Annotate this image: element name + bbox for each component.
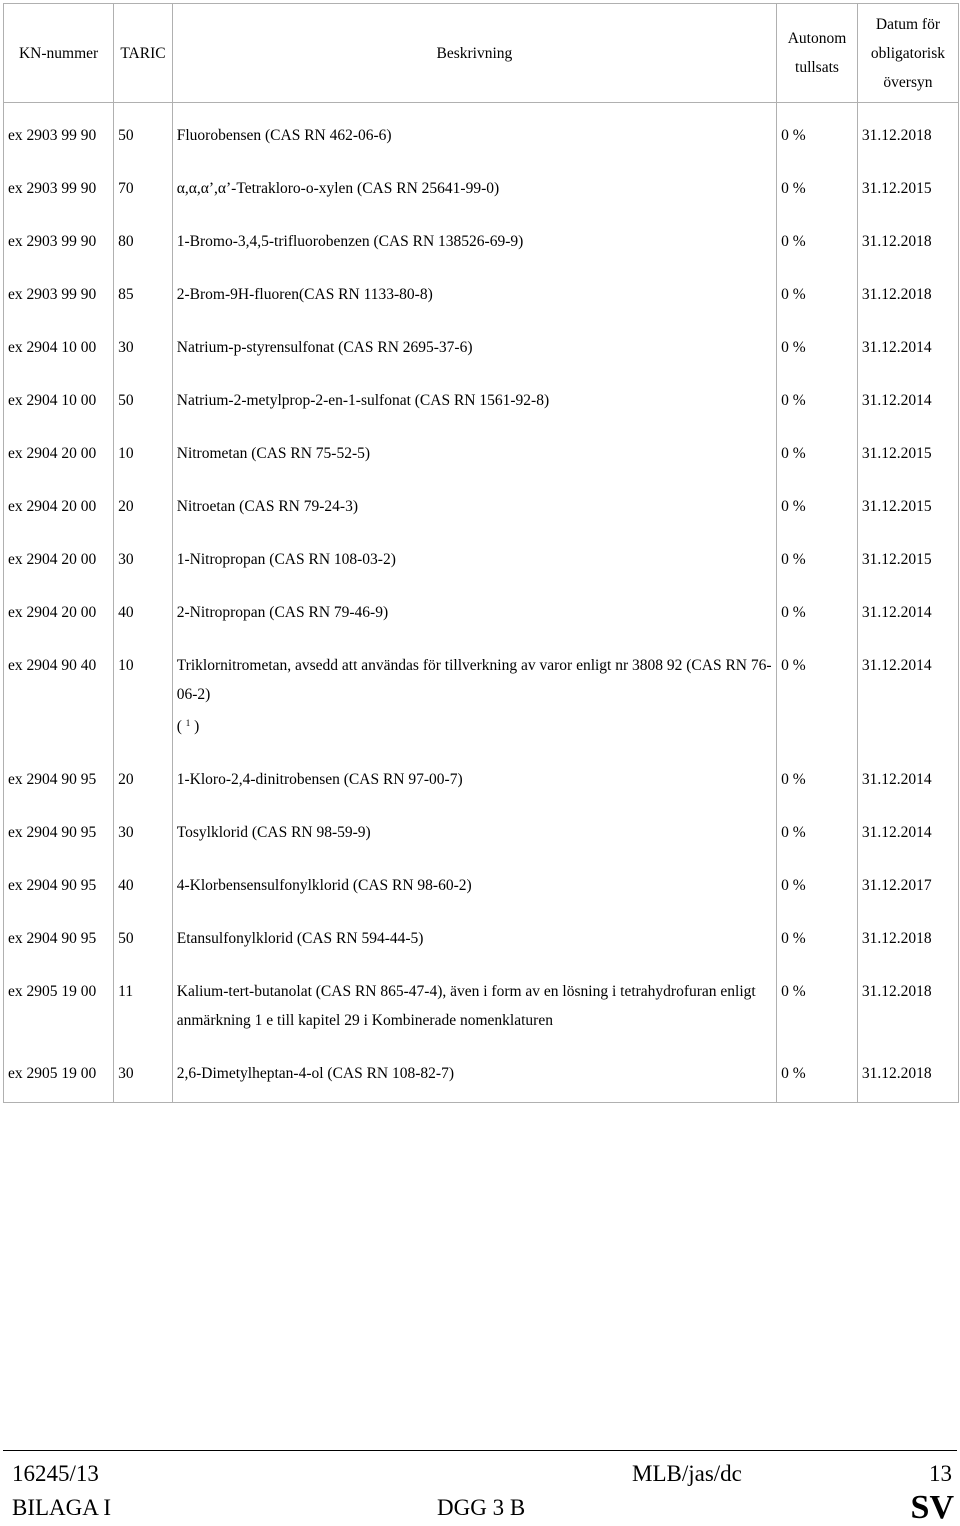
cell-taric: 10 bbox=[114, 421, 173, 474]
cell-datum: 31.12.2014 bbox=[857, 368, 958, 421]
table-row bbox=[4, 421, 959, 474]
cell-tullsats: 0 % bbox=[777, 580, 858, 633]
cell-datum: 31.12.2018 bbox=[857, 959, 958, 1041]
tariff-table bbox=[3, 3, 959, 1103]
table-row bbox=[4, 747, 959, 800]
table-row bbox=[4, 527, 959, 580]
table-row bbox=[4, 474, 959, 527]
cell-tullsats: 0 % bbox=[777, 315, 858, 368]
table-row bbox=[4, 906, 959, 959]
header-datum-line2: obligatorisk bbox=[870, 44, 945, 62]
cell-beskrivning: 1-Nitropropan (CAS RN 108-03-2) bbox=[172, 527, 776, 580]
cell-tullsats: 0 % bbox=[777, 103, 858, 157]
cell-taric: 11 bbox=[114, 959, 173, 1041]
cell-kn-nummer: ex 2903 99 90 bbox=[4, 103, 114, 157]
table-row bbox=[4, 156, 959, 209]
cell-tullsats: 0 % bbox=[777, 959, 858, 1041]
table-row bbox=[4, 315, 959, 368]
header-datum-line3: översyn bbox=[883, 73, 933, 91]
cell-datum: 31.12.2014 bbox=[857, 747, 958, 800]
table-row bbox=[4, 800, 959, 853]
annex-label: BILAGA I bbox=[12, 1495, 112, 1520]
footnote-reference bbox=[177, 718, 200, 735]
author-initials: MLB/jas/dc bbox=[632, 1461, 742, 1486]
cell-taric: 30 bbox=[114, 1041, 173, 1103]
cell-datum: 31.12.2017 bbox=[857, 853, 958, 906]
header-autonom-tullsats-line1: Autonom bbox=[787, 30, 847, 47]
cell-beskrivning: Etansulfonylklorid (CAS RN 594-44-5) bbox=[172, 906, 776, 959]
cell-taric: 80 bbox=[114, 209, 173, 262]
cell-kn-nummer: ex 2904 10 00 bbox=[4, 368, 114, 421]
cell-datum: 31.12.2014 bbox=[857, 315, 958, 368]
cell-kn-nummer: ex 2904 90 95 bbox=[4, 800, 114, 853]
header-beskrivning: Beskrivning bbox=[172, 4, 776, 103]
cell-kn-nummer: ex 2904 90 95 bbox=[4, 747, 114, 800]
cell-tullsats: 0 % bbox=[777, 156, 858, 209]
cell-beskrivning: 2,6-Dimetylheptan-4-ol (CAS RN 108-82-7) bbox=[172, 1041, 776, 1103]
cell-beskrivning: Fluorobensen (CAS RN 462-06-6) bbox=[172, 103, 776, 157]
cell-datum: 31.12.2018 bbox=[857, 906, 958, 959]
cell-kn-nummer: ex 2904 20 00 bbox=[4, 421, 114, 474]
cell-datum: 31.12.2018 bbox=[857, 262, 958, 315]
cell-taric: 50 bbox=[114, 103, 173, 157]
table-row bbox=[4, 368, 959, 421]
cell-datum: 31.12.2014 bbox=[857, 633, 958, 747]
header-kn-nummer: KN-nummer bbox=[4, 4, 114, 103]
cell-taric: 20 bbox=[114, 747, 173, 800]
cell-kn-nummer: ex 2904 90 40 bbox=[4, 633, 114, 747]
cell-beskrivning: α,α,α’,α’-Tetrakloro-o-xylen (CAS RN 25641-99-0) bbox=[172, 156, 776, 209]
cell-kn-nummer: ex 2904 20 00 bbox=[4, 474, 114, 527]
cell-kn-nummer: ex 2903 99 90 bbox=[4, 262, 114, 315]
cell-datum: 31.12.2015 bbox=[857, 156, 958, 209]
cell-datum: 31.12.2014 bbox=[857, 580, 958, 633]
directorate-code: DGG 3 B bbox=[437, 1495, 526, 1520]
header-autonom-tullsats bbox=[777, 4, 858, 103]
header-datum-line1: Datum för bbox=[875, 15, 941, 33]
cell-tullsats: 0 % bbox=[777, 633, 858, 747]
cell-beskrivning: Natrium-2-metylprop-2-en-1-sulfonat (CAS RN 1561-92-8) bbox=[172, 368, 776, 421]
cell-kn-nummer: ex 2903 99 90 bbox=[4, 209, 114, 262]
cell-kn-nummer: ex 2904 20 00 bbox=[4, 580, 114, 633]
cell-taric: 70 bbox=[114, 156, 173, 209]
cell-tullsats: 0 % bbox=[777, 853, 858, 906]
table-row bbox=[4, 580, 959, 633]
cell-tullsats: 0 % bbox=[777, 262, 858, 315]
cell-kn-nummer: ex 2904 90 95 bbox=[4, 906, 114, 959]
cell-datum: 31.12.2015 bbox=[857, 527, 958, 580]
cell-datum: 31.12.2018 bbox=[857, 103, 958, 157]
table-row bbox=[4, 262, 959, 315]
cell-tullsats: 0 % bbox=[777, 209, 858, 262]
cell-kn-nummer: ex 2905 19 00 bbox=[4, 1041, 114, 1103]
cell-beskrivning: 4-Klorbensensulfonylklorid (CAS RN 98-60-2) bbox=[172, 853, 776, 906]
table-row bbox=[4, 959, 959, 1041]
cell-tullsats: 0 % bbox=[777, 368, 858, 421]
table-row bbox=[4, 103, 959, 157]
cell-beskrivning: Tosylklorid (CAS RN 98-59-9) bbox=[172, 800, 776, 853]
table-header-row bbox=[4, 4, 959, 103]
header-datum-for-obligatorisk-oversyn bbox=[857, 4, 958, 103]
header-taric: TARIC bbox=[114, 4, 173, 103]
cell-tullsats: 0 % bbox=[777, 747, 858, 800]
cell-tullsats: 0 % bbox=[777, 474, 858, 527]
cell-taric: 20 bbox=[114, 474, 173, 527]
cell-kn-nummer: ex 2905 19 00 bbox=[4, 959, 114, 1041]
cell-beskrivning: Nitroetan (CAS RN 79-24-3) bbox=[172, 474, 776, 527]
table-row bbox=[4, 853, 959, 906]
cell-beskrivning: Nitrometan (CAS RN 75-52-5) bbox=[172, 421, 776, 474]
cell-beskrivning: 1-Kloro-2,4-dinitrobensen (CAS RN 97-00-7) bbox=[172, 747, 776, 800]
language-code: SV bbox=[910, 1489, 954, 1526]
table-row bbox=[4, 633, 959, 747]
cell-taric: 40 bbox=[114, 853, 173, 906]
page-number: 13 bbox=[929, 1461, 952, 1486]
cell-tullsats: 0 % bbox=[777, 1041, 858, 1103]
cell-beskrivning: 2-Nitropropan (CAS RN 79-46-9) bbox=[172, 580, 776, 633]
cell-beskrivning bbox=[172, 633, 776, 747]
cell-tullsats: 0 % bbox=[777, 421, 858, 474]
cell-beskrivning: 1-Bromo-3,4,5-trifluorobenzen (CAS RN 138526-69-9) bbox=[172, 209, 776, 262]
footer-divider bbox=[3, 1450, 957, 1451]
footnote-number: 1 bbox=[185, 718, 191, 728]
cell-datum: 31.12.2014 bbox=[857, 800, 958, 853]
cell-tullsats: 0 % bbox=[777, 906, 858, 959]
cell-taric: 85 bbox=[114, 262, 173, 315]
cell-kn-nummer: ex 2903 99 90 bbox=[4, 156, 114, 209]
table-row bbox=[4, 1041, 959, 1103]
table-row bbox=[4, 209, 959, 262]
cell-kn-nummer: ex 2904 90 95 bbox=[4, 853, 114, 906]
document-number: 16245/13 bbox=[12, 1461, 99, 1486]
cell-datum: 31.12.2015 bbox=[857, 421, 958, 474]
cell-beskrivning: Kalium-tert-butanolat (CAS RN 865-47-4), även i form av en lösning i tetrahydrofuran enligt anmärkning 1 e till kapitel 29 i Kombinerade nomenklaturen bbox=[172, 959, 776, 1041]
cell-tullsats: 0 % bbox=[777, 527, 858, 580]
footnote-close-paren: ) bbox=[194, 718, 200, 735]
cell-tullsats: 0 % bbox=[777, 800, 858, 853]
cell-datum: 31.12.2015 bbox=[857, 474, 958, 527]
cell-taric: 10 bbox=[114, 633, 173, 747]
cell-taric: 30 bbox=[114, 315, 173, 368]
cell-taric: 40 bbox=[114, 580, 173, 633]
cell-kn-nummer: ex 2904 10 00 bbox=[4, 315, 114, 368]
cell-beskrivning-text: Triklornitrometan, avsedd att användas för tillverkning av varor enligt nr 3808 92 (CAS RN 76-06-2) bbox=[176, 657, 772, 703]
cell-taric: 50 bbox=[114, 368, 173, 421]
cell-taric: 30 bbox=[114, 527, 173, 580]
header-autonom-tullsats-line2: tullsats bbox=[795, 59, 839, 76]
cell-taric: 50 bbox=[114, 906, 173, 959]
cell-taric: 30 bbox=[114, 800, 173, 853]
cell-datum: 31.12.2018 bbox=[857, 1041, 958, 1103]
cell-datum: 31.12.2018 bbox=[857, 209, 958, 262]
cell-beskrivning: 2-Brom-9H-fluoren(CAS RN 1133-80-8) bbox=[172, 262, 776, 315]
cell-kn-nummer: ex 2904 20 00 bbox=[4, 527, 114, 580]
cell-beskrivning: Natrium-p-styrensulfonat (CAS RN 2695-37-6) bbox=[172, 315, 776, 368]
footnote-open-paren: ( bbox=[176, 718, 182, 735]
